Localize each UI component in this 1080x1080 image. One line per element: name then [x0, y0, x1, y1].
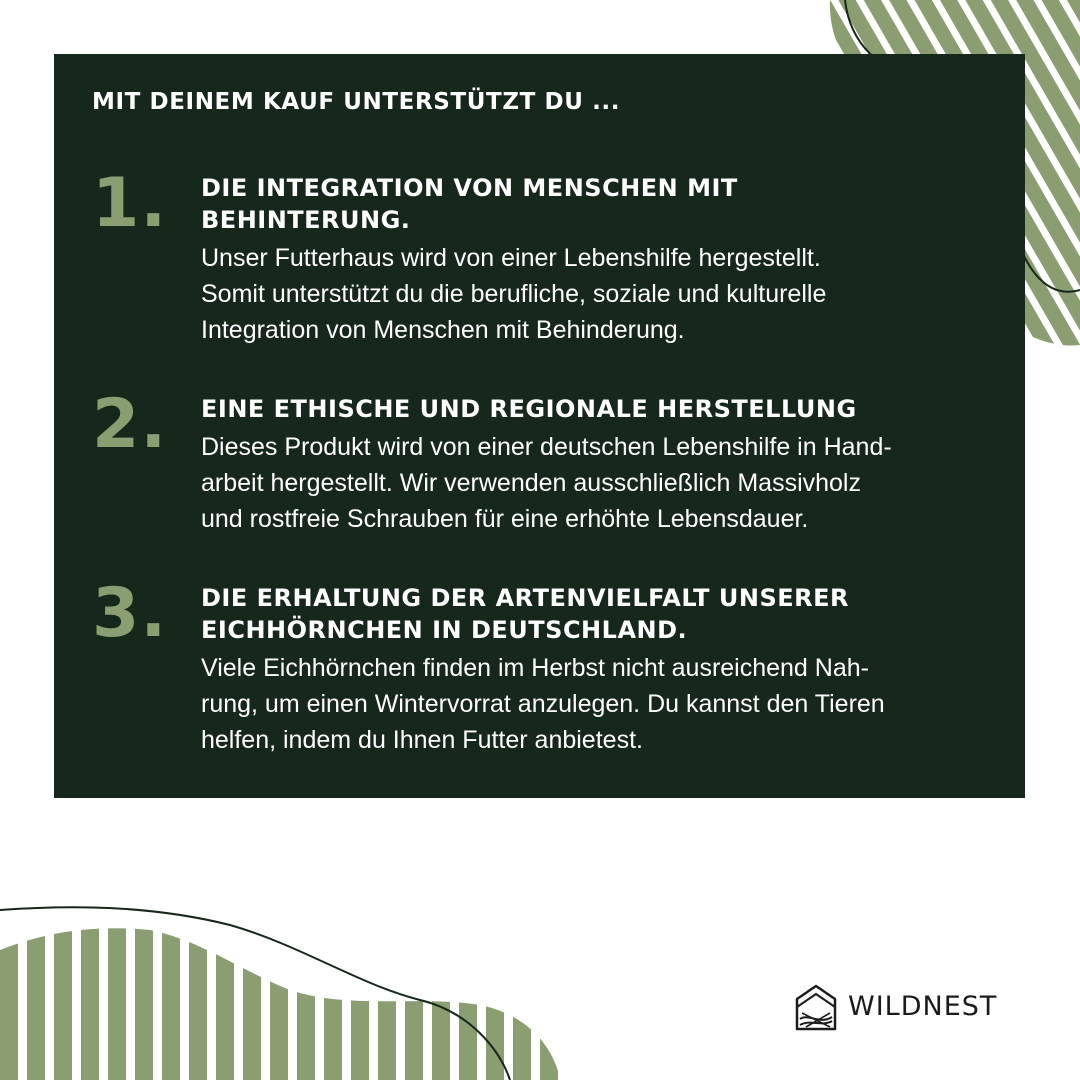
item-text: [201, 393, 991, 537]
panel-heading: MIT DEINEM KAUF UNTERSTÜTZT DU ...: [92, 89, 621, 115]
item-body: Unser Futterhaus wird von einer Lebenshilfe hergestellt. Somit unterstützt du die berufliche, soziale und kulturelle Integration von Menschen mit Behinderung.: [201, 244, 827, 344]
bottom-left-stripe-blob: [0, 928, 560, 1080]
item-number: 1.: [92, 164, 168, 243]
house-nest-icon: [794, 983, 838, 1031]
item-title: EINE ETHISCHE UND REGIONALE HERSTELLUNG: [201, 395, 857, 423]
item-text: [201, 172, 991, 348]
item-body: Dieses Produkt wird von einer deutschen Lebenshilfe in Hand- arbeit hergestellt. Wir verwenden ausschließlich Massivholz und rostfreie Schrauben für eine erhöhte Lebensdauer.: [201, 433, 892, 533]
content-panel: [54, 54, 1025, 798]
item-title: DIE ERHALTUNG DER ARTENVIELFALT UNSERER EICHHÖRNCHEN IN DEUTSCHLAND.: [201, 584, 849, 644]
item-number: 3.: [92, 574, 168, 653]
brand-name: WILDNEST: [848, 991, 998, 1022]
item-number: 2.: [92, 385, 168, 464]
item-body: Viele Eichhörnchen finden im Herbst nicht ausreichend Nah- rung, um einen Wintervorrat anzulegen. Du kannst den Tieren helfen, indem du Ihnen Futter anbietest.: [201, 654, 885, 754]
item-title: DIE INTEGRATION VON MENSCHEN MIT BEHINTERUNG.: [201, 174, 738, 234]
brand-logo: [794, 982, 997, 1032]
item-text: [201, 582, 991, 758]
